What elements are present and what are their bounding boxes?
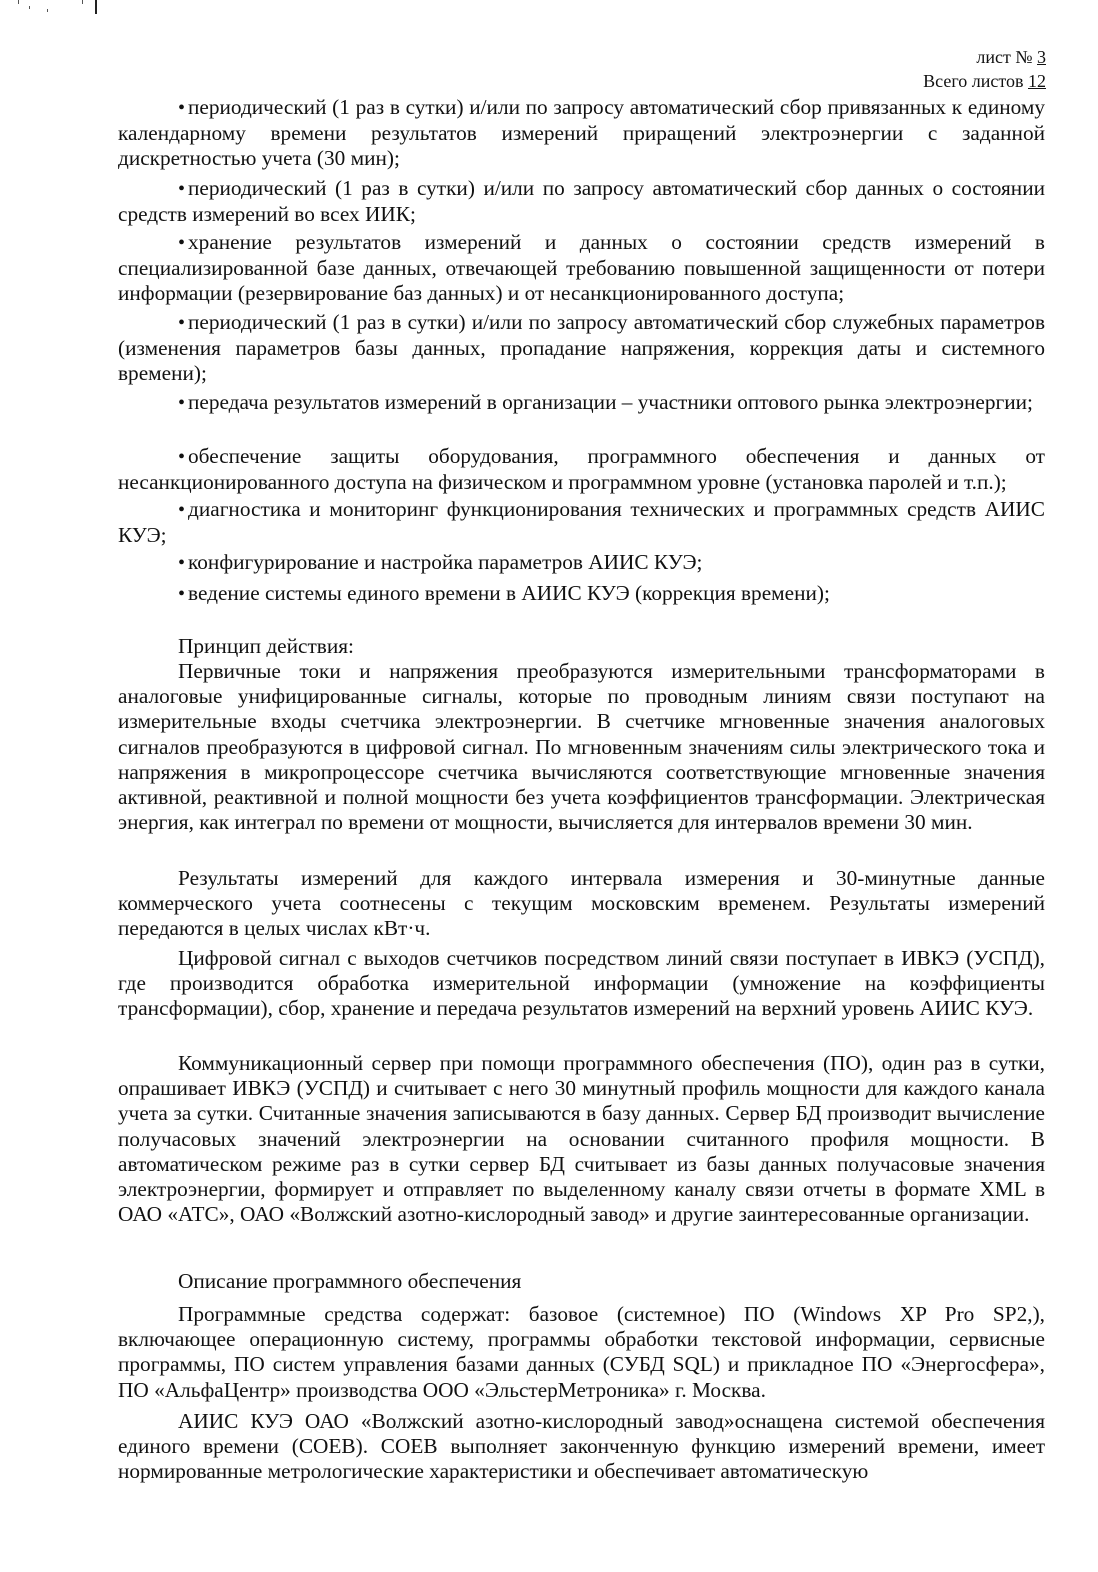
bullet-item: • периодический (1 раз в сутки) и/или по запросу автоматический сбор данных о состоянии средств измерений во всех ИИК;	[118, 176, 1045, 227]
sheet-number-value: 3	[1037, 47, 1046, 67]
scan-artifact	[0, 0, 110, 14]
paragraph: Первичные токи и напряжения преобразуются измерительными трансформаторами в аналоговые унифицированные сигналы, которые по проводным линиям связи поступают на измерительные входы счетчика электроэнергии. В счетчике мгновенные значения аналоговых сигналов преобразуются в цифровой сигнал. По мгновенным значениям силы электрического тока и напряжения в микропроцессоре счетчика вычисляются соответствующие мгновенные значения активной, реактивной и полной мощности без учета коэффициентов трансформации. Электрическая энергия, как интеграл по времени от мощности, вычисляется для интервалов времени 30 мин.	[118, 659, 1045, 835]
paragraph: Коммуникационный сервер при помощи программного обеспечения (ПО), один раз в сутки, опрашивает ИВКЭ (УСПД) и считывает с него 30 минутный профиль мощности для каждого канала учета за сутки. Считанные значения записываются в базу данных. Сервер БД производит вычисление получасовых значений электроэнергии на основании считанного профиля мощности. В автоматическом режиме раз в сутки сервер БД считывает из базы данных получасовые значения электроэнергии, формирует и отправляет по выделенному каналу связи отчеты в формате XML в ОАО «АТС», ОАО «Волжский азотно-кислородный завод» и другие заинтересованные организации.	[118, 1051, 1045, 1227]
total-label: Всего листов	[923, 71, 1024, 91]
sheet-label: лист №	[976, 47, 1033, 67]
total-number-value: 12	[1028, 71, 1046, 91]
sheet-number	[976, 46, 1046, 69]
bullet-item: • периодический (1 раз в сутки) и/или по запросу автоматический сбор служебных параметров (изменения параметров базы данных, пропадание напряжения, коррекция даты и системного времени);	[118, 310, 1045, 387]
bullet-item: • конфигурирование и настройка параметров АИИС КУЭ;	[118, 550, 1045, 576]
bullet-item: • периодический (1 раз в сутки) и/или по запросу автоматический сбор привязанных к единому календарному времени результатов измерений приращений электроэнергии с заданной дискретностью учета (30 мин);	[118, 95, 1045, 172]
paragraph: Программные средства содержат: базовое (системное) ПО (Windows XP Pro SP2,), включающее операционную систему, программы обработки текстовой информации, сервисные программы, ПО систем управления базами данных (СУБД SQL) и прикладное ПО «Энергосфера», ПО «АльфаЦентр» производства ООО «ЭльстерМетроника» г. Москва.	[118, 1302, 1045, 1402]
total-sheets	[923, 70, 1046, 93]
section-heading-software: Описание программного обеспечения	[178, 1269, 522, 1293]
paragraph: Цифровой сигнал с выходов счетчиков посредством линий связи поступает в ИВКЭ (УСПД), где производится обработка измерительной информации (умножение на коэффициенты трансформации), сбор, хранение и передача результатов измерений на верхний уровень АИИС КУЭ.	[118, 946, 1045, 1021]
section-heading-principle: Принцип действия:	[178, 634, 354, 658]
bullet-item: • передача результатов измерений в организации – участники оптового рынка электроэнергии;	[118, 390, 1045, 416]
bullet-item: • обеспечение защиты оборудования, программного обеспечения и данных от несанкционированного доступа на физическом и программном уровне (установка паролей и т.п.);	[118, 444, 1045, 495]
bullet-item: • хранение результатов измерений и данных о состоянии средств измерений в специализированной базе данных, отвечающей требованию повышенной защищенности от потери информации (резервирование баз данных) и от несанкционированного доступа;	[118, 230, 1045, 307]
bullet-item: • ведение системы единого времени в АИИС КУЭ (коррекция времени);	[118, 581, 1045, 607]
paragraph: АИИС КУЭ ОАО «Волжский азотно-кислородный завод»оснащена системой обеспечения единого времени (СОЕВ). СОЕВ выполняет законченную функцию измерений времени, имеет нормированные метрологические характеристики и обеспечивает автоматическую	[118, 1409, 1045, 1484]
bullet-item: • диагностика и мониторинг функционирования технических и программных средств АИИС КУЭ;	[118, 497, 1045, 548]
paragraph: Результаты измерений для каждого интервала измерения и 30-минутные данные коммерческого учета соотнесены с текущим московским временем. Результаты измерений передаются в целых числах кВт·ч.	[118, 866, 1045, 941]
